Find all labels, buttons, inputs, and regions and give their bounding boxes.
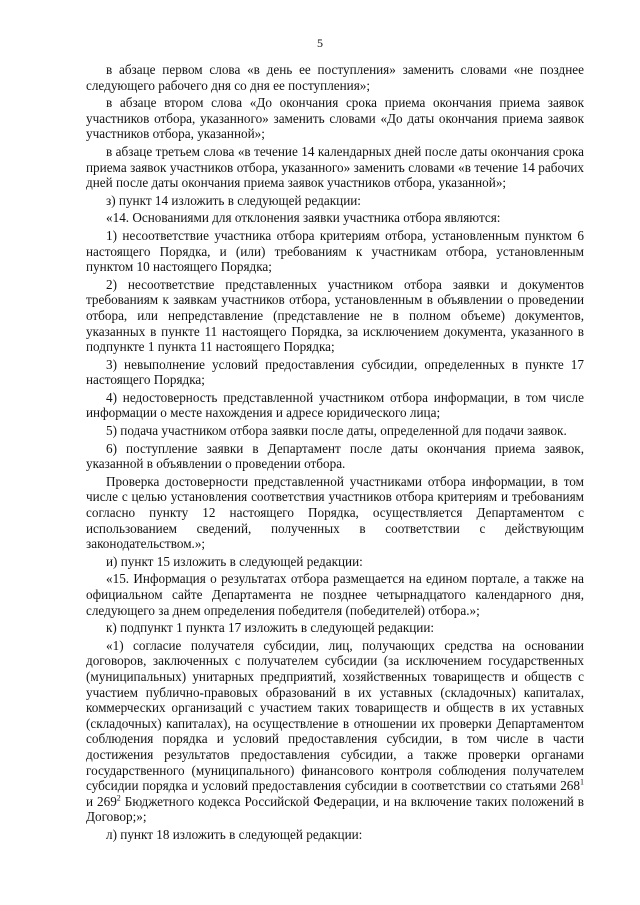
paragraph: 1) несоответствие участника отбора критериям отбора, установленным пунктом 6 настоящего Порядка, и (или) требованиям к участникам отбора, установленным пунктом 10 настоящего Порядка; (86, 227, 584, 275)
paragraph: и) пункт 15 изложить в следующей редакции: (106, 553, 363, 569)
text-segment: «1) согласие получателя субсидии, лиц, получающих средства на основании договоров, заключенных с получателем субсидии (за исключением государственных (муниципальных) унитарных предприятий, хозяйственных товариществ и обществ с участием публично-правовых образований в их уставных (складочных) капиталах, коммерческих организаций с участием таких товариществ и обществ в их уставных (складочных) капиталах), на осуществление в отношении их проверки Департаментом соблюдения порядка и условий предоставления субсидии, в том числе в части достижения результатов предоставления субсидии, а также проверки органами государственного (муниципального) финансового контроля соблюдения получателем субсидии порядка и условий предоставления субсидии в соответствии со статьями 268 (86, 637, 584, 794)
paragraph: 3) невыполнение условий предоставления субсидии, определенных в пункте 17 настоящего Порядка; (86, 356, 584, 388)
paragraph: Проверка достоверности представленной участниками отбора информации, в том числе с целью установления соответствия участников отбора критериям и требованиям согласно пункту 12 настоящего Порядка, осуществляется Департаментом с использованием сведений, полученных в соответствии с действующим законодательством.»; (86, 473, 584, 552)
paragraph: 6) поступление заявки в Департамент после даты окончания приема заявок, указанной в объявлении о проведении отбора. (86, 440, 584, 472)
paragraph: к) подпункт 1 пункта 17 изложить в следующей редакции: (106, 620, 435, 636)
text-segment: Бюджетного кодекса Российской Федерации, и на включение таких положений в Договор;»; (86, 793, 585, 825)
text-segment: и 269 (86, 793, 117, 809)
paragraph: в абзаце третьем слова «в течение 14 календарных дней после даты окончания срока приема заявок участников отбора, указанного» заменить словами «в течение 14 рабочих дней после даты окончания приема заявок участников отбора, указанной»; (86, 143, 584, 191)
paragraph: в абзаце первом слова «в день ее поступления» заменить словами «не позднее следующего рабочего дня со дня ее поступления»; (86, 62, 584, 93)
paragraph: л) пункт 18 изложить в следующей редакции: (106, 826, 363, 842)
page-number: 5 (317, 36, 323, 50)
paragraph: 2) несоответствие представленных участником отбора заявки и документов требованиям к заявкам участников отбора, установленным в объявлении о проведении отбора, или непредставление (представление не в полном объеме) документов, указанных в пункте 11 настоящего Порядка, за исключением документа, указанного в подпункте 1 пункта 11 настоящего Порядка; (86, 276, 584, 355)
document-body (86, 62, 584, 845)
paragraph-article-17 (86, 638, 584, 825)
paragraph: в абзаце втором слова «До окончания срока приема окончания приема заявок участников отбора, указанного» заменить словами «До даты окончания приема заявок участников отбора, указанной»; (86, 95, 584, 142)
paragraph: з) пункт 14 изложить в следующей редакции: (106, 192, 361, 208)
paragraph: 4) недостоверность представленной участником отбора информации, в том числе информации о месте нахождения и адресе юридического лица; (86, 389, 584, 421)
superscript: 2 (116, 793, 121, 803)
paragraph: «14. Основаниями для отклонения заявки участника отбора являются: (106, 210, 501, 226)
paragraph: 5) подача участником отбора заявки после даты, определенной для подачи заявок. (106, 423, 567, 439)
superscript: 1 (580, 777, 584, 787)
paragraph: «15. Информация о результатах отбора размещается на едином портале, а также на официальном сайте Департамента не позднее четырнадцатого календарного дня, следующего за днем определения победителя (победителей) отбора.»; (86, 571, 584, 618)
